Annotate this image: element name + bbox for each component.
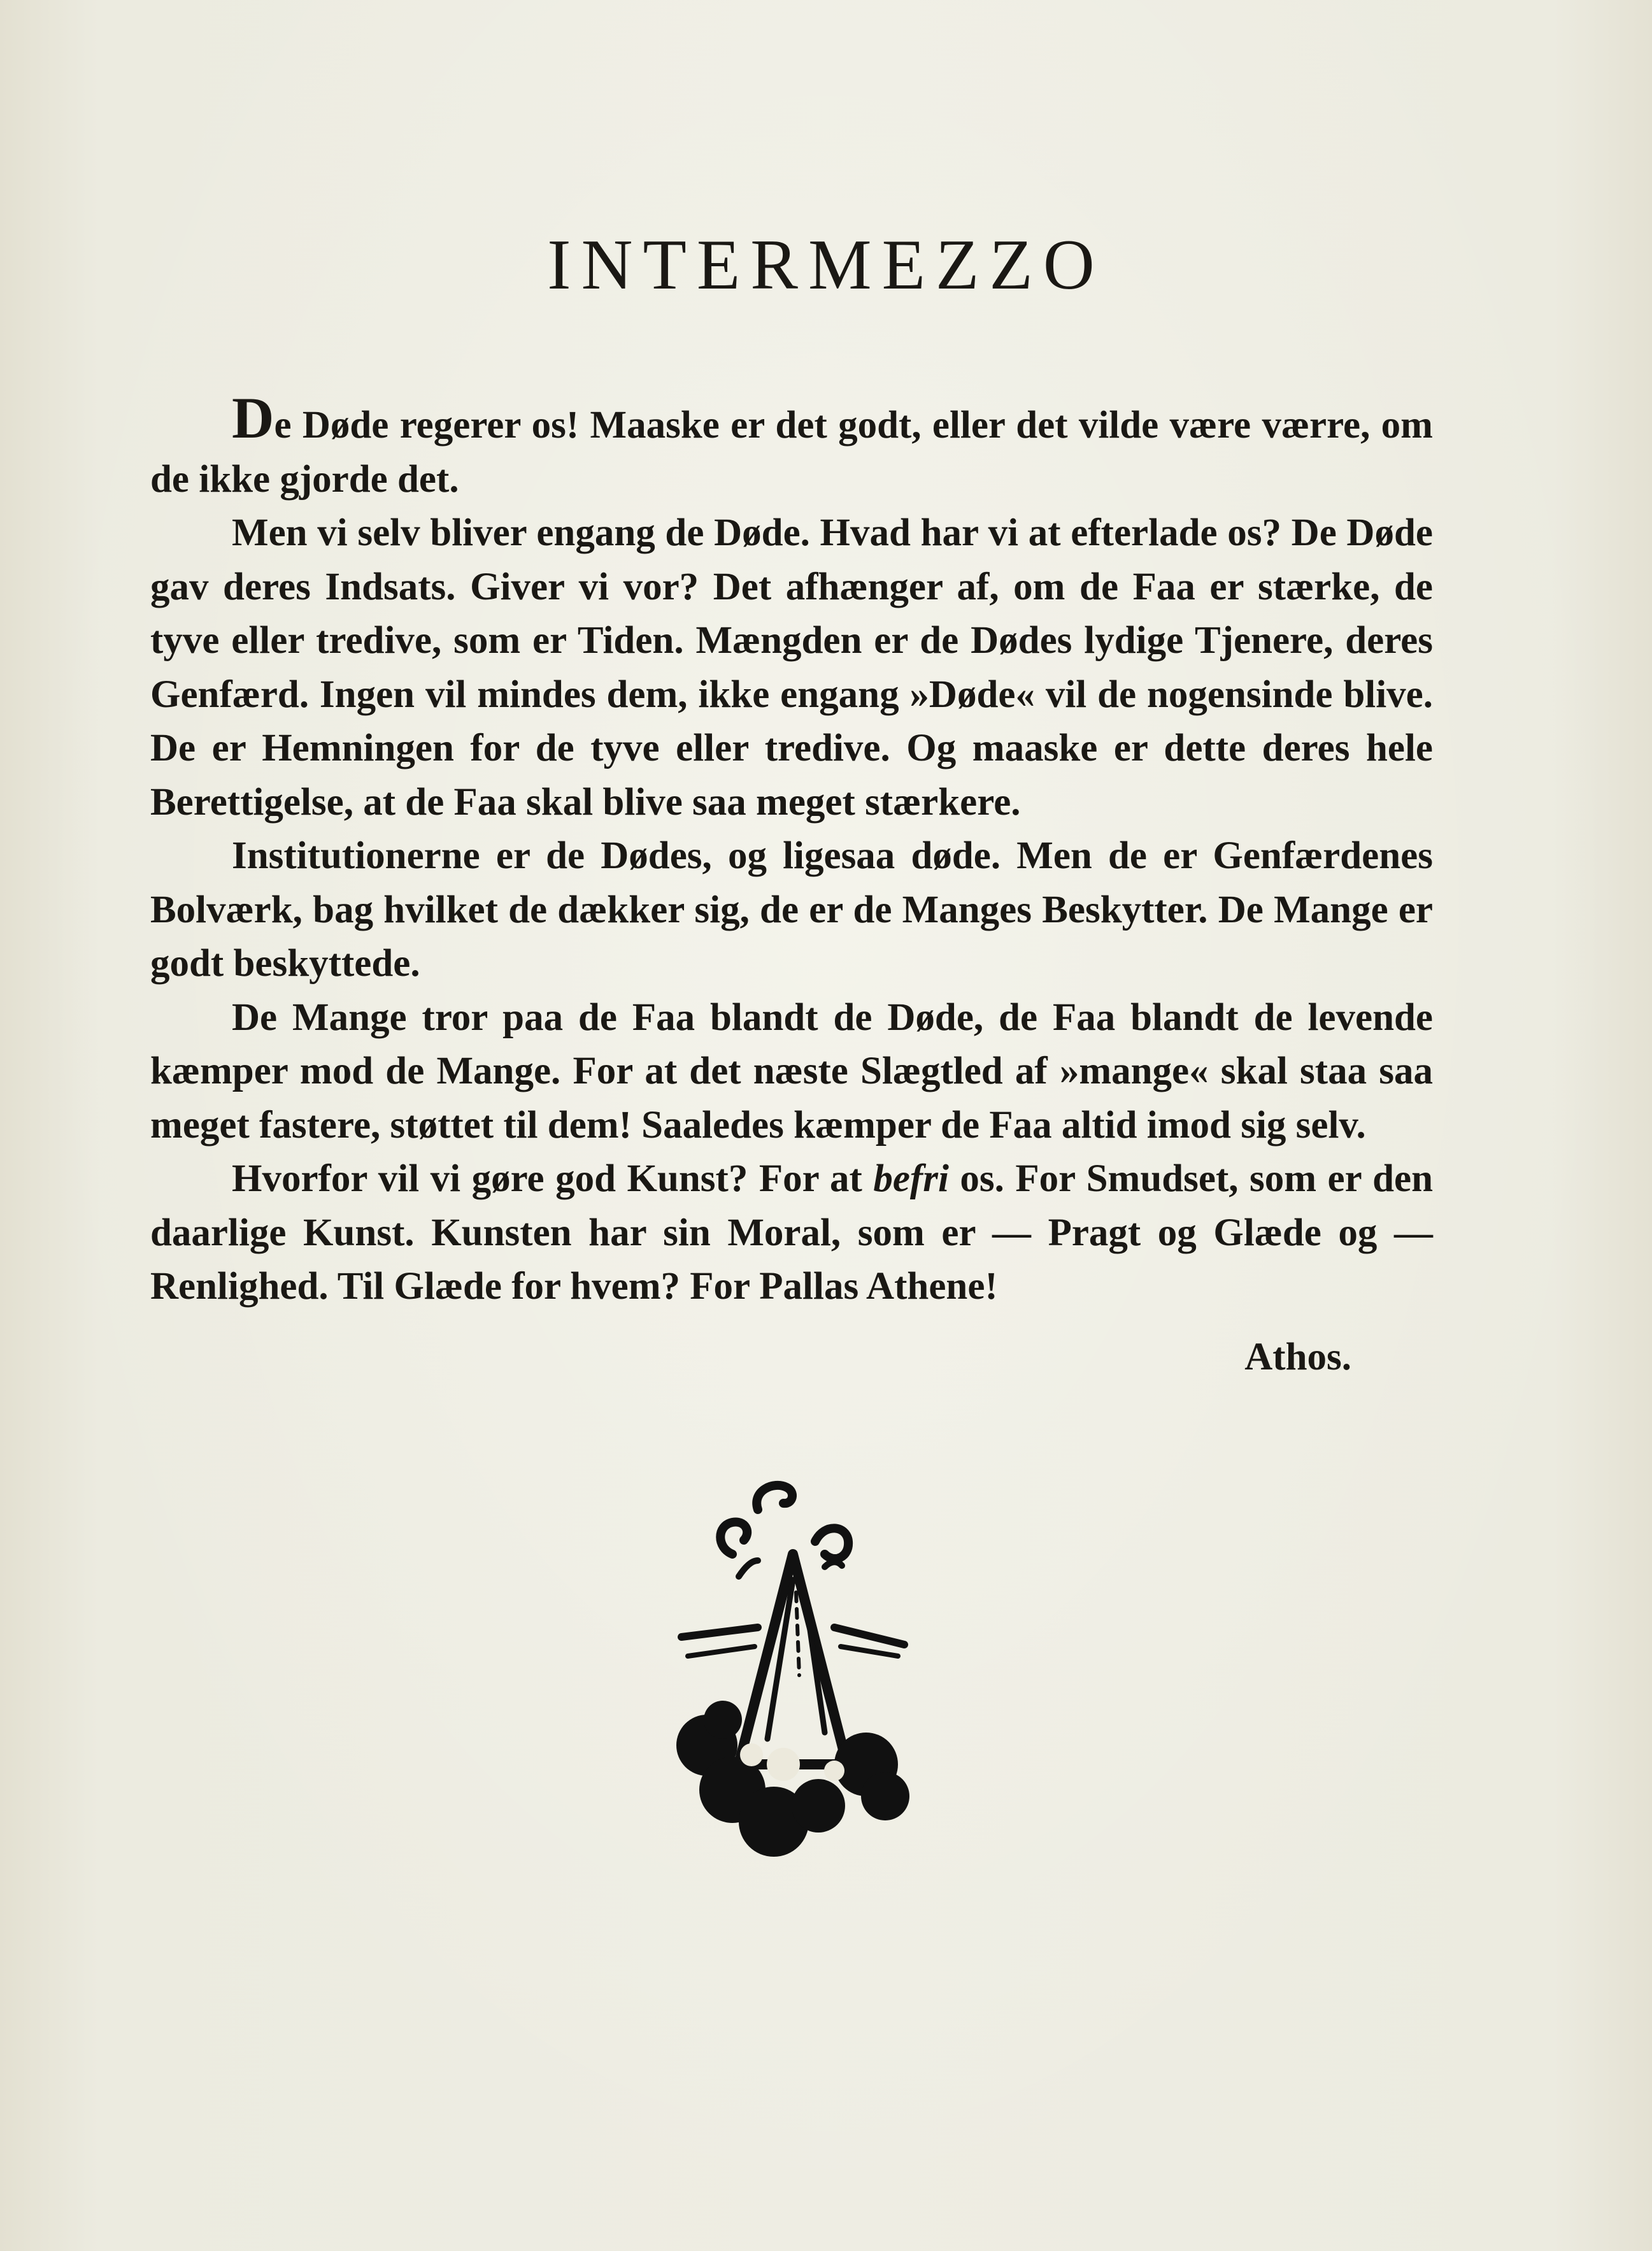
paragraph-2: Men vi selv bliver engang de Døde. Hvad har vi at efterlade os? De Døde gav deres Indsats. Giver vi vor? Det afhænger af, om de Faa er stærke, de tyve eller tredive, som er Tiden. Mængden er de Dødes lydige Tjenere, deres Genfærd. Ingen vil mindes dem, ikke engang »Døde« vil de nogensinde blive. De er Hemningen for de tyve eller tredive. Og maaske er dette deres hele Berettigelse, at de Faa skal blive saa meget stærkere. — [150, 511, 1433, 824]
paragraph-5-text-after: os. For Smudset, som er den daarlige Kunst. Kunsten har sin Moral, som er — Pragt og Glæde og — Renlighed. Til Glæde for hvem? For Pallas Athene! — [150, 1157, 1433, 1308]
signature: Athos. — [1244, 1336, 1351, 1378]
paragraph-5-text-before: Hvorfor vil vi gøre god Kunst? For at — [232, 1157, 874, 1200]
body-text — [150, 385, 1433, 1314]
page-title: INTERMEZZO — [547, 225, 1105, 304]
drop-cap: D — [232, 385, 274, 450]
paragraph-1-text: e Døde regerer os! Maaske er det godt, eller det vilde være værre, om de ikke gjorde det. — [150, 404, 1433, 501]
paragraph-5 — [150, 1152, 1433, 1314]
paragraph-3: Institutionerne er de Dødes, og ligesaa døde. Men de er Genfærdenes Bolværk, bag hvilket de dækker sig, de er de Manges Beskytter. De Mange er godt beskyttede. — [150, 834, 1433, 985]
paragraph-4: De Mange tror paa de Faa blandt de Døde, de Faa blandt de levende kæmper mod de Mange. For at det næste Slægtled af »mange« skal staa saa meget fastere, støttet til dem! Saaledes kæmper de Faa altid imod sig selv. — [150, 996, 1433, 1147]
paragraph-5-emphasis: befri — [873, 1157, 949, 1200]
flame-vignette-icon — [662, 1465, 917, 1860]
paragraph-1 — [150, 385, 1433, 506]
